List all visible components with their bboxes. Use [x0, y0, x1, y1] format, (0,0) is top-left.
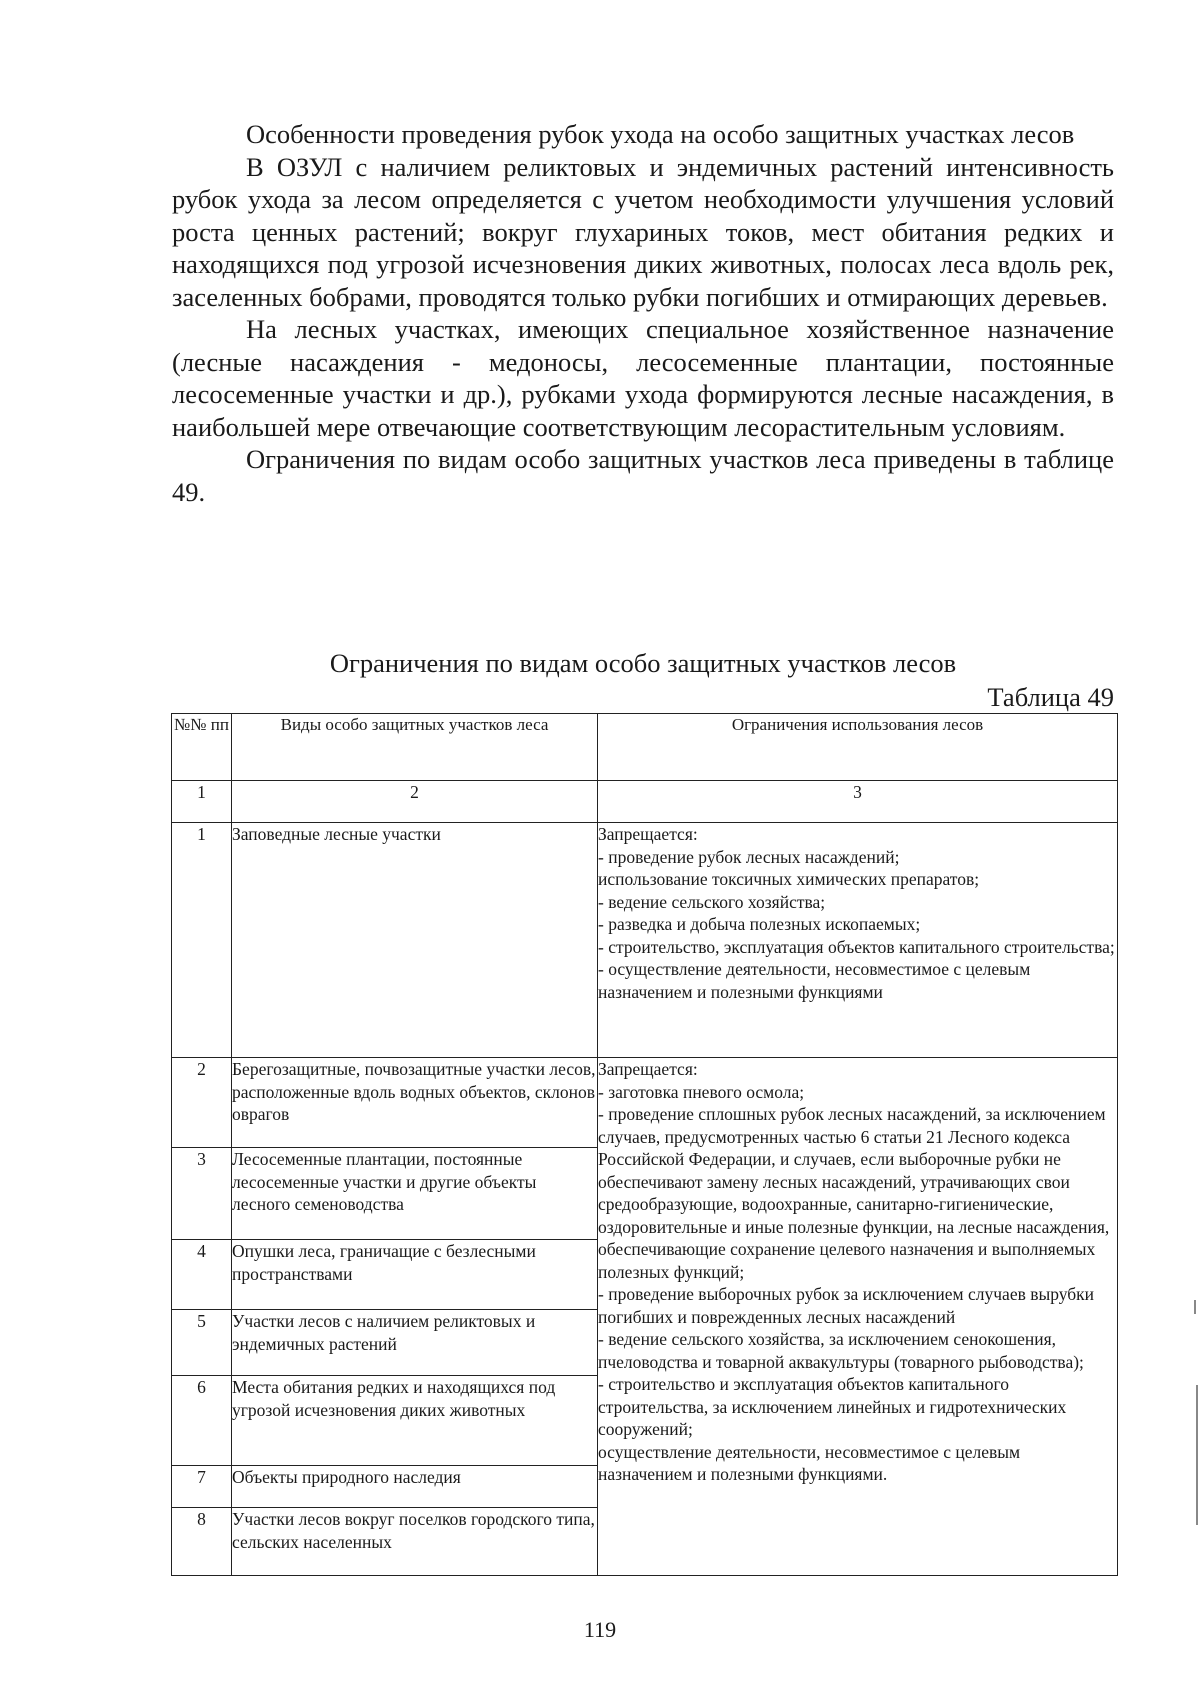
row-kind: Берегозащитные, почвозащитные участки лесов, расположенные вдоль водных объектов, склонов оврагов [232, 1058, 598, 1148]
restriction-line: - проведение рубок лесных насаждений; [598, 846, 900, 867]
column-number: 3 [598, 781, 1118, 823]
scan-artifact-mark [1194, 1300, 1196, 1314]
row-kind: Участки лесов вокруг поселков городского типа, сельских населенных [232, 1508, 598, 1576]
body-text [172, 118, 1114, 508]
table-row [172, 823, 1118, 1058]
restriction-line: - заготовка пневого осмола; [598, 1081, 805, 1102]
header-cell-kind: Виды особо защитных участков леса [232, 714, 598, 781]
restrictions-cell-reserved [598, 823, 1118, 1058]
table-row [172, 1058, 1118, 1148]
restriction-line: использование токсичных химических препаратов; [598, 869, 980, 889]
table-header-row [172, 714, 1118, 781]
restriction-line: - строительство и эксплуатация объектов капитального строительства, за исключением линейных и гидротехнических сооружений; [598, 1374, 1067, 1439]
column-number: 1 [172, 781, 232, 823]
row-number: 6 [172, 1376, 232, 1466]
restriction-line: Запрещается: [598, 824, 698, 844]
row-number: 2 [172, 1058, 232, 1148]
restriction-line: - ведение сельского хозяйства; [598, 891, 826, 912]
row-number: 4 [172, 1240, 232, 1310]
restriction-line: - осуществление деятельности, несовместимое с целевым назначением и полезными функциями [598, 959, 1031, 1002]
restrictions-cell-shared [598, 1058, 1118, 1576]
row-kind: Опушки леса, граничащие с безлесными пространствами [232, 1240, 598, 1310]
restrictions-table [171, 713, 1118, 1576]
row-kind: Лесосеменные плантации, постоянные лесосеменные участки и другие объекты лесного семеноводства [232, 1148, 598, 1240]
paragraph: На лесных участках, имеющих специальное хозяйственное назначение (лесные насаждения - медоносы, лесосеменные плантации, постоянные лесосеменные участки и др.), рубками ухода формируются лесные насаждения, в наибольшей мере отвечающие соответствующим лесорастительным условиям. [172, 314, 1114, 442]
row-kind: Места обитания редких и находящихся под угрозой исчезновения диких животных [232, 1376, 598, 1466]
row-kind: Заповедные лесные участки [232, 823, 598, 1058]
restriction-line: - строительство, эксплуатация объектов капитального строительства; [598, 936, 1115, 957]
header-cell-number: №№ пп [172, 714, 232, 781]
row-kind: Участки лесов с наличием реликтовых и эндемичных растений [232, 1310, 598, 1376]
restriction-line: Запрещается: [598, 1059, 698, 1079]
page-number: 119 [583, 1617, 617, 1642]
section-heading: Особенности проведения рубок ухода на особо защитных участках лесов [246, 119, 1075, 149]
table-title: Ограничения по видам особо защитных участков лесов [329, 648, 957, 678]
paragraph: В ОЗУЛ с наличием реликтовых и эндемичных растений интенсивность рубок ухода за лесом определяется с учетом необходимости улучшения условий роста ценных растений; вокруг глухариных токов, мест обитания редких и находящихся под угрозой исчезновения диких животных, полосах леса вдоль рек, заселенных бобрами, проводятся только рубки погибших и отмирающих деревьев. [172, 151, 1114, 312]
row-kind: Объекты природного наследия [232, 1466, 598, 1508]
row-number: 8 [172, 1508, 232, 1576]
header-cell-restrictions: Ограничения использования лесов [598, 714, 1118, 781]
restriction-line: - разведка и добыча полезных ископаемых; [598, 914, 921, 934]
row-number: 3 [172, 1148, 232, 1240]
row-number: 1 [172, 823, 232, 1058]
column-number-row [172, 781, 1118, 823]
table-label: Таблица 49 [987, 682, 1114, 712]
restriction-line: - проведение выборочных рубок за исключением случаев вырубки погибших и поврежденных лесных насаждений [598, 1284, 1095, 1327]
restriction-line: - проведение сплошных рубок лесных насаждений, за исключением случаев, предусмотренных частью 6 статьи 21 Лесного кодекса Российской Федерации, и случаев, если выборочные рубки не обеспечивают замену лесных насаждений, утрачивающих свои средообразующие, водоохранные, санитарно-гигиенические, оздоровительные и иные полезные функции, на лесные насаждения, обеспечивающие сохранение целевого назначения и выполняемых полезных функций; [598, 1104, 1110, 1282]
scan-artifact-mark [1196, 1385, 1198, 1525]
column-number: 2 [232, 781, 598, 823]
restriction-line: осуществление деятельности, несовместимое с целевым назначением и полезными функциями. [598, 1441, 1021, 1484]
row-number: 7 [172, 1466, 232, 1508]
row-number: 5 [172, 1310, 232, 1376]
restriction-line: - ведение сельского хозяйства, за исключением сенокошения, пчеловодства и товарной аквакультуры (товарного рыбоводства); [598, 1329, 1084, 1372]
paragraph: Ограничения по видам особо защитных участков леса приведены в таблице 49. [172, 444, 1114, 507]
